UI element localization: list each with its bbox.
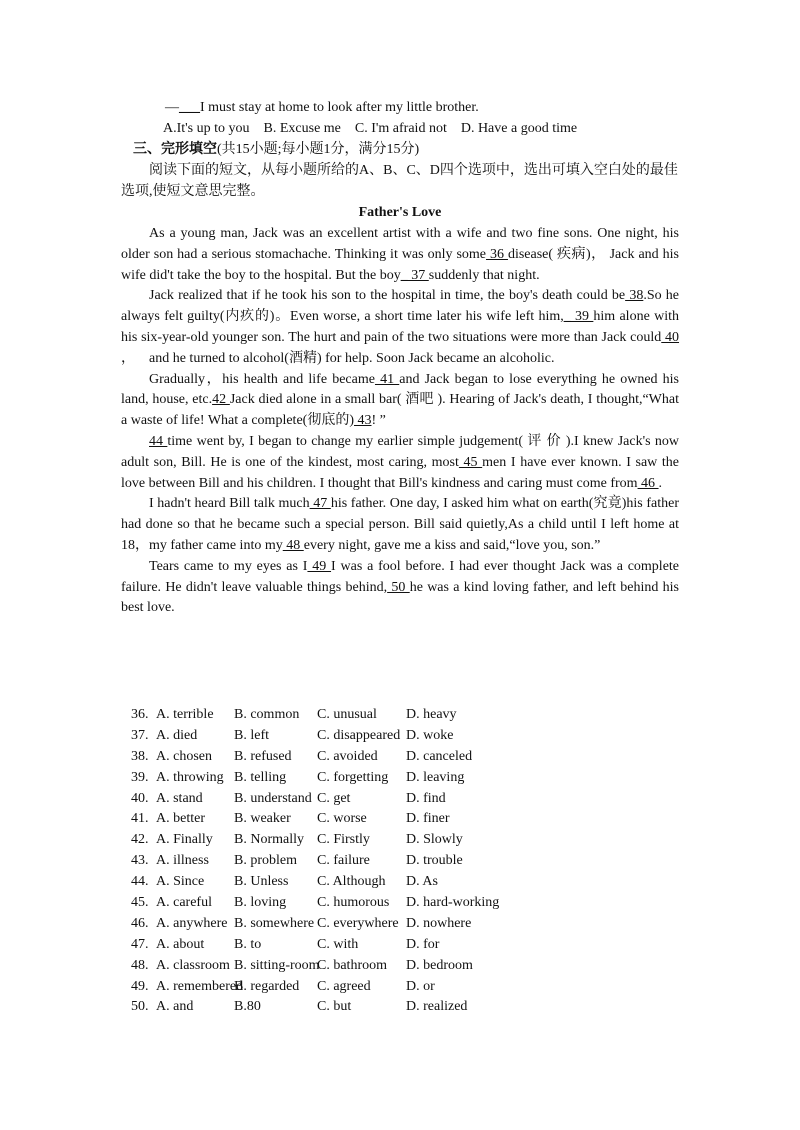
option-b: B. to (234, 936, 262, 952)
option-d: D. realized (406, 999, 468, 1015)
option-b: B. loving (234, 895, 287, 911)
option-b: B. weaker (234, 811, 291, 827)
blank-47: 47 (309, 496, 331, 512)
option-a: A. Finally (156, 832, 213, 848)
option-d: D. woke (406, 727, 454, 743)
blank-46: 46 (637, 475, 659, 491)
paragraph-2: Jack realized that if he took his son to the hospital in time, the boy's death could be 38.So he always felt guilty(内疚的)。Even worse, a short time later his wife left him,_ 39 him alone with his six-year-old younger son. The hurt and pain of the two situations were more than Jack could 40 ， and he turned to alcohol(酒精) for help. Soon Jack became an alcoholic. (121, 288, 680, 366)
option-number: 49. (131, 978, 149, 994)
option-a: A. throwing (156, 769, 224, 785)
blank-37: _ 37 (400, 267, 429, 283)
option-a: A. better (156, 811, 205, 827)
prev-question-text: I must stay at home to look after my little brother. (200, 100, 479, 115)
prev-question-blank: ___ (179, 100, 200, 115)
option-d: D. hard-working (406, 895, 500, 911)
option-a: A. and (156, 999, 194, 1015)
option-a: A. anywhere (156, 915, 228, 931)
blank-41: 41 (374, 371, 400, 387)
option-number: 36. (131, 707, 149, 722)
option-number: 41. (131, 811, 149, 827)
option-a: A. remembered (156, 978, 244, 994)
option-b: B. sitting-room (234, 957, 320, 973)
option-number: 45. (131, 895, 149, 911)
prev-question-dash: — (165, 100, 179, 115)
option-c: C. get (317, 790, 351, 806)
option-number: 39. (131, 769, 149, 785)
option-b: B. Normally (234, 832, 304, 848)
option-d: D. canceled (406, 748, 473, 764)
option-b: B. problem (234, 853, 297, 869)
option-number: 47. (131, 936, 149, 952)
option-a: A. chosen (156, 748, 212, 764)
option-d: D. find (406, 790, 446, 806)
option-number: 43. (131, 853, 149, 869)
paragraph-1: As a young man, Jack was an excellent artist with a wife and two fine sons. One night, his older son had a serious stomachache. Thinking it was only some 36 disease( 疾病)， Jack and his wife did't take the boy to the hospital. But the boy_ 37 suddenly that night. (121, 226, 680, 283)
paragraph-4: 44 time went by, I began to change my earlier simple judgement( 评 价 ).I knew Jack's now adult son, Bill. He is one of the kindest, most caring, most 45 men I have ever known. I saw the love between Bill and his children. I thought that Bill's kindness and caring must come from 46 . (121, 433, 680, 491)
option-number: 50. (131, 999, 149, 1015)
option-c: C. agreed (317, 978, 371, 994)
section-instruction-line1: 阅读下面的短文，从每小题所给的A、B、C、D四个选项中，选出可填入空白处的最佳 (149, 163, 678, 178)
blank-48: 48 (282, 537, 304, 553)
blank-49: 49 (307, 558, 332, 574)
option-a: A. illness (156, 853, 209, 869)
option-a: A. classroom (156, 957, 230, 973)
option-b: B. regarded (234, 978, 300, 994)
blank-43: 43 (353, 413, 372, 429)
option-number: 38. (131, 748, 149, 764)
option-c: C. avoided (317, 748, 378, 764)
paragraph-6: Tears came to my eyes as I 49 I was a fool before. I had ever thought Jack was a complete failure. He didn't leave valuable things behind, 50 he was a kind loving father, and left behind his best love. (121, 558, 680, 616)
option-b: B.80 (234, 999, 261, 1015)
paragraph-5: I hadn't heard Bill talk much 47 his father. One day, I asked him what on earth(究竟)his father had done so that he became such a special person. Bill said quietly,As a child until I left home at 18，my father came into my 48 every night, gave me a kiss and said,“love you, son.” (121, 496, 680, 553)
option-d: D. As (406, 874, 438, 890)
option-d: D. finer (406, 811, 450, 827)
option-c: C. Firstly (317, 832, 370, 848)
option-b: B. left (234, 727, 269, 743)
blank-42: 42 (212, 392, 230, 408)
blank-44: 44 (149, 433, 168, 449)
option-b: B. common (234, 707, 300, 722)
option-c: C. bathroom (317, 957, 387, 973)
paragraph-3: Gradually，his health and life became 41 and Jack began to lose everything he owned his land, house, etc.42 Jack died alone in a small bar( 酒吧 ). Hearing of Jack's death, I thought,“What a waste of life! What a complete(彻底的) 43! ” (121, 371, 680, 429)
option-a: A. careful (156, 895, 212, 911)
option-d: D. bedroom (406, 957, 473, 973)
option-a: A. Since (156, 874, 205, 890)
blank-39: _ 39 (563, 309, 594, 325)
prev-question-stem (165, 98, 479, 118)
option-b: B. Unless (234, 874, 289, 890)
passage-body (121, 224, 679, 619)
option-c: C. humorous (317, 895, 390, 911)
option-a: A. died (156, 727, 198, 743)
option-b: B. refused (234, 748, 292, 764)
section-note: (共15小题;每小题1分，满分15分) (217, 142, 420, 157)
option-c: C. worse (317, 811, 367, 827)
option-d: D. Slowly (406, 832, 463, 848)
option-a: A. terrible (156, 707, 214, 722)
option-a: A. stand (156, 790, 203, 806)
blank-50: 50 (387, 579, 410, 595)
option-number: 40. (131, 790, 149, 806)
passage-title: Father's Love (358, 205, 442, 220)
blank-38: 38 (625, 288, 644, 304)
blank-45: 45 (458, 454, 483, 470)
section-heading (133, 140, 419, 160)
option-c: C. but (317, 999, 352, 1015)
option-d: D. heavy (406, 707, 457, 722)
option-number: 42. (131, 832, 149, 848)
option-number: 37. (131, 727, 149, 743)
option-b: B. telling (234, 769, 287, 785)
option-a: A. about (156, 936, 205, 952)
option-number: 44. (131, 874, 149, 890)
option-b: B. somewhere (234, 915, 315, 931)
prev-question-options: A.It's up to you B. Excuse me C. I'm afraid not D. Have a good time (163, 121, 578, 136)
option-b: B. understand (234, 790, 312, 806)
option-c: C. failure (317, 853, 370, 869)
option-c: C. disappeared (317, 727, 401, 743)
option-d: D. nowhere (406, 915, 472, 931)
option-number: 46. (131, 915, 149, 931)
option-number: 48. (131, 957, 149, 973)
option-d: D. for (406, 936, 440, 952)
option-c: C. Although (317, 874, 386, 890)
section-instruction-line2: 选项,使短文意思完整。 (121, 184, 265, 199)
option-c: C. unusual (317, 707, 377, 722)
option-d: D. trouble (406, 853, 463, 869)
option-d: D. or (406, 978, 435, 994)
option-c: C. forgetting (317, 769, 389, 785)
blank-40: 40 (661, 329, 680, 345)
option-d: D. leaving (406, 769, 465, 785)
option-c: C. with (317, 936, 359, 952)
option-c: C. everywhere (317, 915, 399, 931)
blank-36: 36 (486, 246, 508, 262)
section-title: 三、完形填空 (133, 142, 217, 157)
